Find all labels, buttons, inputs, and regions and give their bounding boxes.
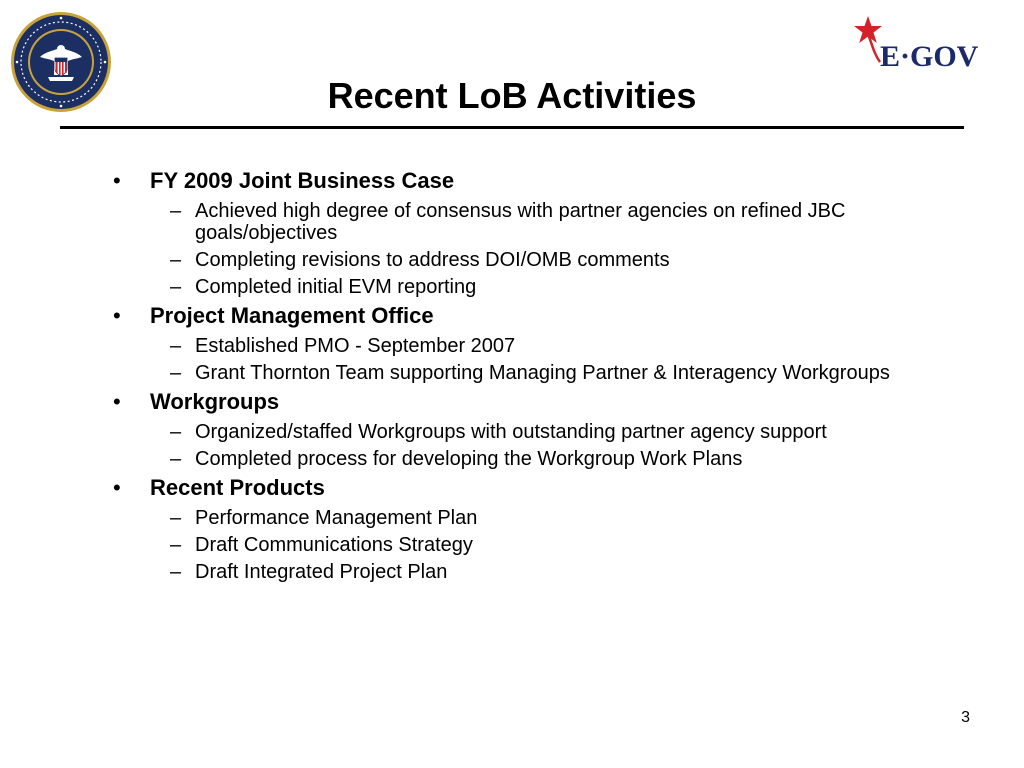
bullet-icon: • [113, 168, 121, 193]
list-item-text: Achieved high degree of consensus with partner agencies on refined JBC goals/objectives [195, 200, 846, 244]
sub-list [0, 421, 1024, 470]
dash-icon: – [170, 448, 182, 470]
dash-icon: – [170, 362, 182, 384]
red-star-icon [854, 16, 882, 62]
list-item [0, 335, 1024, 357]
list-item [0, 448, 1024, 470]
dash-icon: – [170, 276, 182, 298]
list-item-text: Established PMO - September 2007 [195, 335, 516, 357]
bullet-icon: • [113, 303, 121, 328]
section-heading [0, 388, 1024, 416]
section-heading-text: FY 2009 Joint Business Case [150, 168, 455, 193]
section-heading-text: Workgroups [150, 389, 280, 414]
list-item [0, 421, 1024, 443]
dash-icon: – [170, 421, 182, 443]
list-item-text: Completed initial EVM reporting [195, 276, 477, 298]
section-workgroups [0, 388, 1024, 470]
section-joint-business-case [0, 167, 1024, 298]
page-number: 3 [961, 709, 970, 726]
dash-icon: – [170, 534, 182, 556]
sub-list [0, 507, 1024, 583]
dash-icon: – [170, 200, 182, 222]
bullet-icon: • [113, 389, 121, 414]
list-item [0, 534, 1024, 556]
list-item-text: Organized/staffed Workgroups with outstanding partner agency support [195, 421, 827, 443]
section-heading [0, 167, 1024, 195]
slide-title: Recent LoB Activities [327, 75, 697, 116]
list-item [0, 561, 1024, 583]
list-item [0, 249, 1024, 271]
section-recent-products [0, 474, 1024, 583]
sub-list [0, 335, 1024, 384]
list-item [0, 276, 1024, 298]
title-divider [60, 126, 964, 129]
section-heading [0, 474, 1024, 502]
list-item-text: Grant Thornton Team supporting Managing Partner & Interagency Workgroups [195, 362, 890, 384]
section-heading-text: Recent Products [150, 475, 325, 500]
dash-icon: – [170, 507, 182, 529]
list-item-text: Draft Communications Strategy [195, 534, 473, 556]
list-item [0, 362, 1024, 384]
section-project-management-office [0, 302, 1024, 384]
list-item [0, 200, 1024, 244]
list-item-text: Draft Integrated Project Plan [195, 561, 448, 583]
dash-icon: – [170, 335, 182, 357]
bullet-list [0, 167, 1024, 583]
section-heading-text: Project Management Office [150, 303, 434, 328]
list-item-text: Completing revisions to address DOI/OMB comments [195, 249, 670, 271]
egov-logo-text: E·GOV [880, 40, 979, 72]
bullet-icon: • [113, 475, 121, 500]
dash-icon: – [170, 561, 182, 583]
egov-logo [852, 14, 994, 72]
list-item-text: Completed process for developing the Workgroup Work Plans [195, 448, 743, 470]
list-item-text: Performance Management Plan [195, 507, 478, 529]
list-item [0, 507, 1024, 529]
dash-icon: – [170, 249, 182, 271]
sub-list [0, 200, 1024, 298]
section-heading [0, 302, 1024, 330]
